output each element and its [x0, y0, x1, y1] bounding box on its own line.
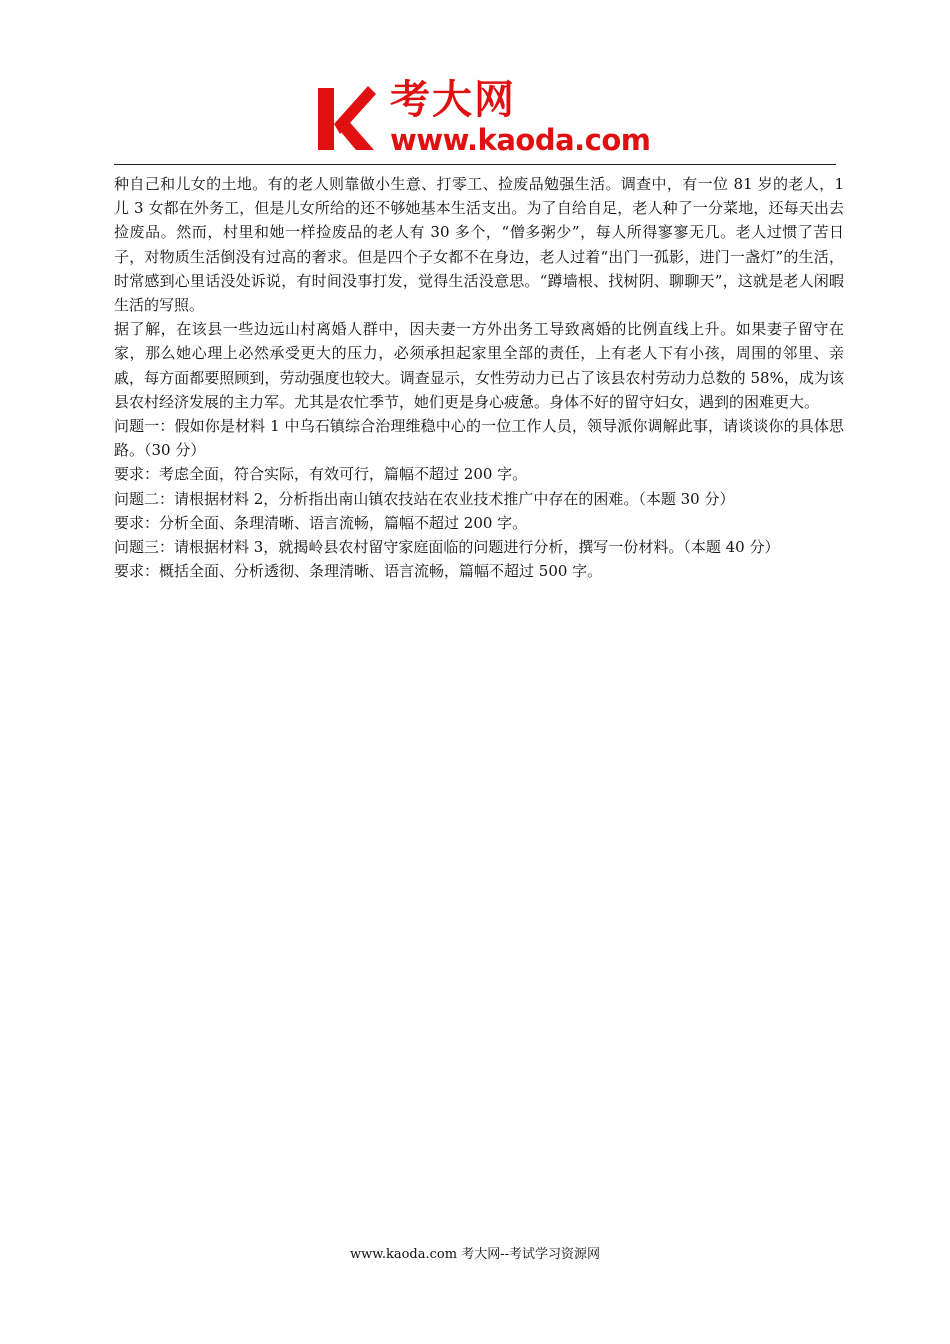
requirement-1: 要求：考虑全面，符合实际，有效可行，篇幅不超过 200 字。: [114, 465, 528, 484]
site-logo: [316, 77, 651, 160]
requirement-3: 要求：概括全面、分析透彻、条理清晰、语言流畅，篇幅不超过 500 字。: [114, 562, 603, 581]
logo-title: 考大网: [390, 77, 516, 123]
question-1: 问题一：假如你是材料 1 中乌石镇综合治理维稳中心的一位工作人员，领导派你调解此事，请谈谈你的具体思路。（30 分）: [114, 417, 844, 460]
page-footer: www.kaoda.com 考大网--考试学习资源网: [350, 1247, 600, 1262]
requirement-2: 要求：分析全面、条理清晰、语言流畅，篇幅不超过 200 字。: [114, 513, 528, 532]
question-2: 问题二：请根据材料 2，分析指出南山镇农技站在农业技术推广中存在的困难。（本题 30 分）: [114, 489, 735, 508]
logo-url: www.kaoda.com: [390, 123, 651, 157]
question-3: 问题三：请根据材料 3，就揭岭县农村留守家庭面临的问题进行分析，撰写一份材料。（本题 40 分）: [114, 538, 780, 557]
k-letter-icon: [316, 84, 376, 154]
paragraph: 种自己和儿女的土地。有的老人则靠做小生意、打零工、捡废品勉强生活。调查中，有一位 81 岁的老人，1 儿 3 女都在外务工，但是儿女所给的还不够她基本生活支出。为了自给自足，老人种了一分菜地，还每天出去捡废品。然而，村里和她一样捡废品的老人有 30 多个，“僧多粥少”，每人所得寥寥无几。老人过惯了苦日子，对物质生活倒没有过高的奢求。但是四个子女都不在身边，老人过着“出门一孤影，进门一盏灯”的生活，时常感到心里话没处诉说，有时间没事打发，觉得生活没意思。“蹲墙根、找树阴、聊聊天”，这就是老人闲暇生活的写照。: [114, 175, 844, 315]
document-body: [114, 172, 844, 583]
header-divider: [114, 164, 836, 165]
paragraph: 据了解，在该县一些边远山村离婚人群中，因夫妻一方外出务工导致离婚的比例直线上升。如果妻子留守在家，那么她心理上必然承受更大的压力，必须承担起家里全部的责任，上有老人下有小孩，周围的邻里、亲戚，每方面都要照顾到，劳动强度也较大。调查显示，女性劳动力已占了该县农村劳动力总数的 58%，成为该县农村经济发展的主力军。尤其是农忙季节，她们更是身心疲惫。身体不好的留守妇女，遇到的困难更大。: [114, 320, 844, 411]
